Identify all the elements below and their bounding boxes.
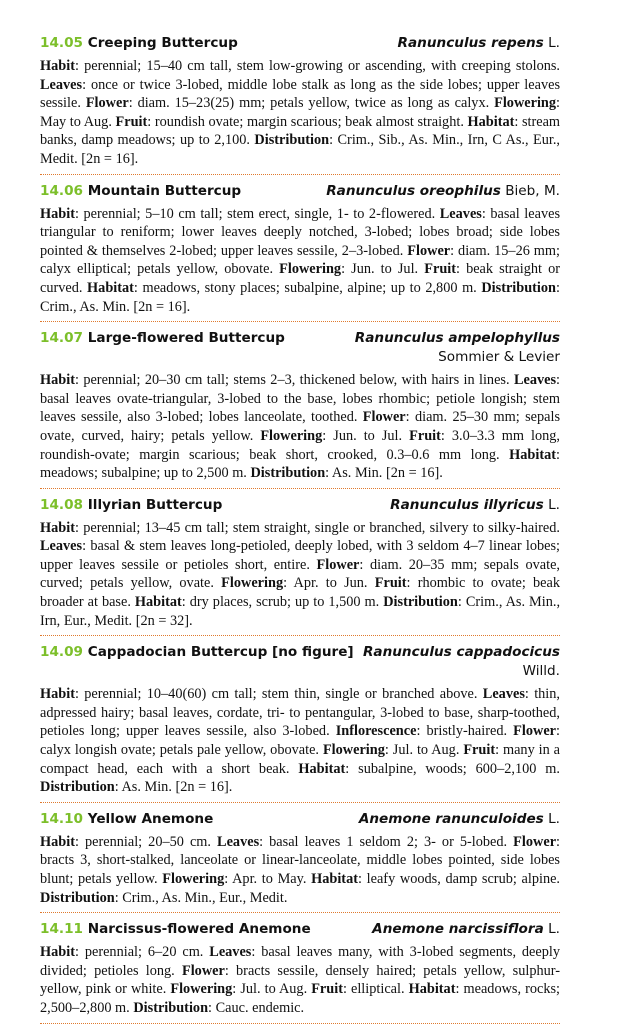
common-name-block — [40, 329, 285, 348]
scientific-name: Ranunculus ampelophyllus — [354, 330, 560, 347]
field-text: Crim., As. Min., Irn, Eur., Medit. [2n = 32]. — [40, 594, 561, 629]
entry-number: 14.05 — [40, 35, 83, 51]
author: L. — [548, 810, 560, 827]
species-entry — [40, 643, 560, 803]
field-text: roundish ovate; margin scarious; beak almost straight. — [154, 113, 464, 130]
field-label: Habit — [40, 372, 75, 389]
common-name-block — [40, 920, 311, 939]
author: Bieb, M. — [505, 182, 560, 199]
common-name-block — [40, 810, 213, 829]
field-text: meadows, rocks; 2,500–2,800 m. — [40, 981, 561, 1016]
field-text: As. Min. [2n = 16]. — [121, 779, 233, 796]
field-text: diam. 15–23(25) mm; petals yellow, twice as long as calyx. — [137, 95, 490, 112]
common-name: Narcissus-flowered Anemone — [87, 921, 311, 938]
field-label: Distribution — [133, 999, 209, 1016]
field-text: diam. 15–26 mm; calyx elliptical; petals yellow, obovate. — [40, 242, 561, 278]
field-text: basal leaves ovate-triangular, 3-lobed to the base, lobes rhombic; petiole longish; stem leaves sessile, also 3-lobed; lobes lanceolate, toothed. — [40, 390, 560, 426]
entry-header — [40, 920, 560, 939]
field-label: Fruit — [424, 261, 456, 278]
field-label: Flower — [513, 723, 557, 740]
common-name: Large-flowered Buttercup — [87, 330, 285, 347]
field-label: Flower — [362, 409, 406, 426]
field-label: Distribution — [254, 132, 330, 149]
field-label: Fruit — [374, 575, 407, 592]
field-label: Habitat — [311, 871, 358, 887]
author: L. — [548, 921, 560, 938]
species-entry — [40, 920, 560, 1023]
entry-number: 14.10 — [40, 810, 83, 827]
field-label: Flower — [513, 833, 557, 850]
field-text: bristly-haired. — [426, 723, 508, 740]
scientific-name-block — [398, 34, 560, 53]
field-label: Flower — [181, 962, 225, 979]
scientific-name: Ranunculus cappadocicus — [362, 644, 560, 661]
field-text: elliptical. — [350, 981, 405, 998]
field-text: perennial; 10–40(60) cm tall; stem thin, single or branched above. — [84, 686, 478, 703]
field-label: Habit — [40, 58, 75, 74]
entry-description: Habit: perennial; 5–10 cm tall; stem erect, single, 1- to 2-flowered. Leaves: basal leaves triangular to reniform; lower leaves deeply notched, 3-lobed; lobes broad; side lobes pointed & themselves 2-lobed; upper leaves sessile, 2–3-lobed. Flower: diam. 15–26 mm; calyx elliptical; petals yellow, obovate. Flowering: Jun. to Jul. Fruit: beak straight or curved. Habitat: meadows, stony places; subalpine, alpine; up to 2,800 m. Distribution: Crim., As. Min. [2n = 16]. — [40, 205, 561, 315]
field-label: Flowering — [279, 261, 342, 278]
field-text: perennial; 6–20 cm. — [84, 944, 204, 961]
field-text: basal leaves many, with 3-lobed segments, deeply divided; petioles long. — [40, 944, 561, 979]
field-text: Apr. to May. — [232, 871, 307, 887]
field-label: Habitat — [467, 113, 515, 130]
common-name: Yellow Anemone — [87, 810, 214, 827]
entry-description: Habit: perennial; 6–20 cm. Leaves: basal leaves many, with 3-lobed segments, deeply divided; petioles long. Flower: bracts sessile, densely haired; petals yellow, sulphur-yellow, pink or white. Flowering: Jul. to Aug. Fruit: elliptical. Habitat: meadows, rocks; 2,500–2,800 m. Distribution: Cauc. endemic. — [40, 944, 561, 1016]
field-text: perennial; 13–45 cm tall; stem straight, single or branched, silvery to silky-haired. — [83, 519, 560, 536]
field-label: Inflorescence — [335, 723, 417, 740]
field-text: 3.0–3.3 mm long, roundish-ovate; margin scarious; beak short, crooked, 0.3–0.6 mm long. — [40, 427, 561, 463]
field-text: basal & stem leaves long-petioled, deeply lobed, with 3 seldom 4–7 linear lobes; upper leaves sessile or petioles short, entire. — [40, 538, 561, 573]
field-label: Flowering — [162, 871, 225, 887]
field-label: Flower — [316, 556, 360, 573]
field-text: bracts sessile, densely haired; petals yellow, sulphur-yellow, pink or white. — [40, 962, 560, 998]
scientific-name: Ranunculus illyricus — [390, 496, 544, 513]
field-text: Jul. to Aug. — [240, 981, 308, 998]
field-text: subalpine, woods; 600–2,100 m. — [358, 760, 560, 777]
field-text: basal leaves triangular to reniform; lower leaves deeply notched, 3-lobed; lobes broad; side lobes pointed & themselves 2-lobed; upper leaves sessile, 2–3-lobed. — [40, 205, 561, 259]
species-list — [40, 34, 560, 1031]
entry-number: 14.07 — [40, 330, 83, 347]
common-name-block — [40, 496, 222, 515]
scientific-name-block — [390, 496, 560, 515]
field-label: Distribution — [383, 594, 458, 611]
entry-header — [40, 643, 560, 681]
author: L. — [548, 35, 560, 51]
field-text: Jul. to Aug. — [392, 742, 460, 759]
entry-description: Habit: perennial; 20–30 cm tall; stems 2–3, thickened below, with hairs in lines. Leaves: basal leaves ovate-triangular, 3-lobed to the base, lobes rhombic; petiole longish; stem leaves sessile, also 3-lobed; lobes lanceolate, toothed. Flower: diam. 25–30 mm; sepals ovate, curved, hairy; petals yellow. Flowering: Jun. to Jul. Fruit: 3.0–3.3 mm long, roundish-ovate; margin scarious; beak short, crooked, 0.3–0.6 mm long. Habitat: meadows; subalpine; up to 2,500 m. Distribution: As. Min. [2n = 16]. — [40, 372, 561, 482]
scientific-name-block — [326, 182, 560, 201]
field-text: meadows, stony places; subalpine, alpine; up to 2,800 m. — [142, 279, 477, 296]
field-text: dry places, scrub; up to 1,500 m. — [189, 594, 380, 611]
field-label: Flowering — [221, 575, 284, 592]
entry-header — [40, 810, 560, 829]
scientific-name-block — [372, 920, 560, 939]
field-label: Fruit — [115, 113, 148, 130]
field-label: Habit — [40, 205, 75, 222]
field-label: Leaves — [439, 205, 482, 222]
field-label: Fruit — [463, 742, 496, 759]
field-label: Fruit — [409, 427, 441, 444]
species-entry — [40, 810, 560, 913]
field-label: Leaves — [482, 686, 525, 703]
field-label: Habitat — [408, 981, 456, 998]
scientific-name-block — [359, 810, 560, 829]
field-label: Habit — [40, 686, 75, 703]
field-label: Leaves — [217, 833, 260, 850]
scientific-name: Anemone narcissiflora — [372, 921, 544, 938]
field-text: Apr. to Jun. — [293, 575, 368, 592]
field-label: Habitat — [509, 446, 557, 463]
field-text: thin, adpressed hairy; basal leaves, cordate, tri- to pentangular, 3-lobed to base, sharp-toothed, petioles long; upper leaves sessile, also 3-lobed. — [40, 686, 561, 740]
field-label: Leaves — [513, 372, 557, 389]
field-text: meadows; subalpine; up to 2,500 m. — [40, 465, 247, 482]
scientific-name: Anemone ranunculoides — [358, 810, 544, 827]
field-label: Distribution — [481, 279, 557, 296]
field-text: diam. 25–30 mm; sepals ovate, curved, hairy; petals yellow. — [40, 409, 561, 444]
field-text: May to Aug. — [40, 113, 112, 130]
field-label: Fruit — [311, 981, 343, 998]
entry-number: 14.08 — [40, 496, 83, 513]
field-label: Flower — [407, 242, 451, 259]
field-text: Crim., As. Min., Eur., Medit. — [122, 889, 288, 906]
scientific-name-block — [354, 643, 560, 681]
species-entry — [40, 34, 560, 175]
field-text: bracts 3, short-stalked, lanceolate or linear-lanceolate, middle lobes pointed, side lobes blunt; petals yellow. — [40, 852, 560, 887]
scientific-name-block — [355, 329, 560, 348]
species-entry — [40, 182, 560, 323]
field-text: beak straight or curved. — [40, 261, 561, 296]
common-name: Illyrian Buttercup — [87, 496, 223, 513]
field-text: As. Min. [2n = 16]. — [331, 465, 443, 482]
field-text: many in a compact head, each with a short beak. — [40, 742, 561, 777]
field-text: stream banks, damp meadows; up to 2,100. — [40, 113, 561, 149]
entry-number: 14.06 — [40, 182, 83, 199]
entry-header — [40, 329, 560, 367]
field-text: perennial; 20–30 cm tall; stems 2–3, thickened below, with hairs in lines. — [83, 372, 510, 389]
field-label: Leaves — [40, 538, 83, 555]
common-name: Creeping Buttercup — [87, 35, 238, 51]
field-text: Jun. to Jul. — [351, 261, 419, 278]
field-text: Crim., Sib., As. Min., Irn, C As., Eur., Medit. [2n = 16]. — [40, 132, 560, 167]
scientific-name: Ranunculus repens — [397, 35, 544, 51]
field-text: diam. 20–35 mm; sepals ovate, curved; petals yellow, ovate. — [40, 556, 561, 592]
field-label: Distribution — [250, 465, 326, 482]
entry-description: Habit: perennial; 20–50 cm. Leaves: basal leaves 1 seldom 2; 3- or 5-lobed. Flower: bracts 3, short-stalked, lanceolate or linear-lanceolate, middle lobes pointed, side lobes blunt; petals yellow. Flowering: Apr. to May. Habitat: leafy woods, damp scrub; alpine. Distribution: Crim., As. Min., Eur., Medit. — [40, 833, 561, 906]
entry-description: Habit: perennial; 15–40 cm tall, stem low-growing or ascending, with creeping stolons. Leaves: once or twice 3-lobed, middle lobe stalk as long as the side lobes; upper leaves sessile. Flower: diam. 15–23(25) mm; petals yellow, twice as long as calyx. Flowering: May to Aug. Fruit: roundish ovate; margin scarious; beak almost straight. Habitat: stream banks, damp meadows; up to 2,100. Distribution: Crim., Sib., As. Min., Irn, C As., Eur., Medit. [2n = 16]. — [40, 58, 561, 167]
species-entry — [40, 496, 560, 637]
field-text: perennial; 20–50 cm. — [84, 833, 211, 850]
field-text: rhombic to ovate; beak broader at base. — [40, 575, 560, 611]
author: Willd. — [522, 663, 560, 680]
field-text: once or twice 3-lobed, middle lobe stalk as long as the side lobes; upper leaves sessile. — [40, 76, 561, 112]
field-text: perennial; 5–10 cm tall; stem erect, single, 1- to 2-flowered. — [83, 205, 436, 222]
field-label: Leaves — [40, 76, 83, 93]
field-label: Flower — [85, 95, 129, 112]
field-label: Leaves — [209, 944, 252, 961]
field-label: Habit — [40, 944, 75, 961]
entry-description: Habit: perennial; 13–45 cm tall; stem straight, single or branched, silvery to silky-haired. Leaves: basal & stem leaves long-petioled, deeply lobed, with 3 seldom 4–7 linear lobes; upper leaves sessile or petioles short, entire. Flower: diam. 20–35 mm; sepals ovate, curved; petals yellow, ovate. Flowering: Apr. to Jun. Fruit: rhombic to ovate; beak broader at base. Habitat: dry places, scrub; up to 1,500 m. Distribution: Crim., As. Min., Irn, Eur., Medit. [2n = 32]. — [40, 519, 561, 629]
field-text: Crim., As. Min. [2n = 16]. — [40, 298, 191, 315]
entry-number: 14.09 — [40, 644, 83, 661]
field-text: Jun. to Jul. — [333, 427, 403, 444]
field-label: Flowering — [494, 95, 557, 112]
header-row — [40, 329, 560, 348]
field-label: Habit — [40, 519, 75, 536]
field-label: Habit — [40, 833, 75, 850]
entry-number: 14.11 — [40, 921, 83, 938]
scientific-name: Ranunculus oreophilus — [326, 182, 501, 199]
field-label: Distribution — [40, 889, 115, 906]
field-label: Habitat — [298, 760, 346, 777]
entry-header — [40, 182, 560, 201]
species-entry — [40, 329, 560, 489]
field-label: Flowering — [170, 981, 233, 998]
field-label: Flowering — [322, 742, 385, 759]
field-text: calyx longish ovate; petals pale yellow, obovate. — [40, 742, 320, 759]
entry-header — [40, 34, 560, 53]
field-text: leafy woods, damp scrub; alpine. — [366, 871, 561, 887]
common-name: Mountain Buttercup — [87, 182, 242, 199]
field-label: Distribution — [40, 779, 115, 796]
field-label: Flowering — [260, 427, 323, 444]
header-row — [40, 348, 560, 367]
common-name: Cappadocian Buttercup [no figure] — [87, 644, 354, 661]
entry-description: Habit: perennial; 10–40(60) cm tall; stem thin, single or branched above. Leaves: thin, adpressed hairy; basal leaves, cordate, tri- to pentangular, 3-lobed to base, sharp-toothed, petioles long; upper leaves sessile, also 3-lobed. Inflorescence: bristly-haired. Flower: calyx longish ovate; petals pale yellow, obovate. Flowering: Jul. to Aug. Fruit: many in a compact head, each with a short beak. Habitat: subalpine, woods; 600–2,100 m. Distribution: As. Min. [2n = 16]. — [40, 686, 561, 796]
field-label: Habitat — [134, 594, 182, 611]
common-name-block — [40, 34, 238, 53]
author: Sommier & Levier — [438, 349, 560, 366]
field-text: perennial; 15–40 cm tall, stem low-growing or ascending, with creeping stolons. — [84, 58, 560, 74]
common-name-block — [40, 643, 354, 662]
common-name-block — [40, 182, 241, 201]
field-text: basal leaves 1 seldom 2; 3- or 5-lobed. — [269, 833, 508, 850]
field-label: Habitat — [87, 279, 134, 296]
entry-header — [40, 496, 560, 515]
author: L. — [548, 496, 560, 513]
field-text: Cauc. endemic. — [215, 999, 305, 1016]
